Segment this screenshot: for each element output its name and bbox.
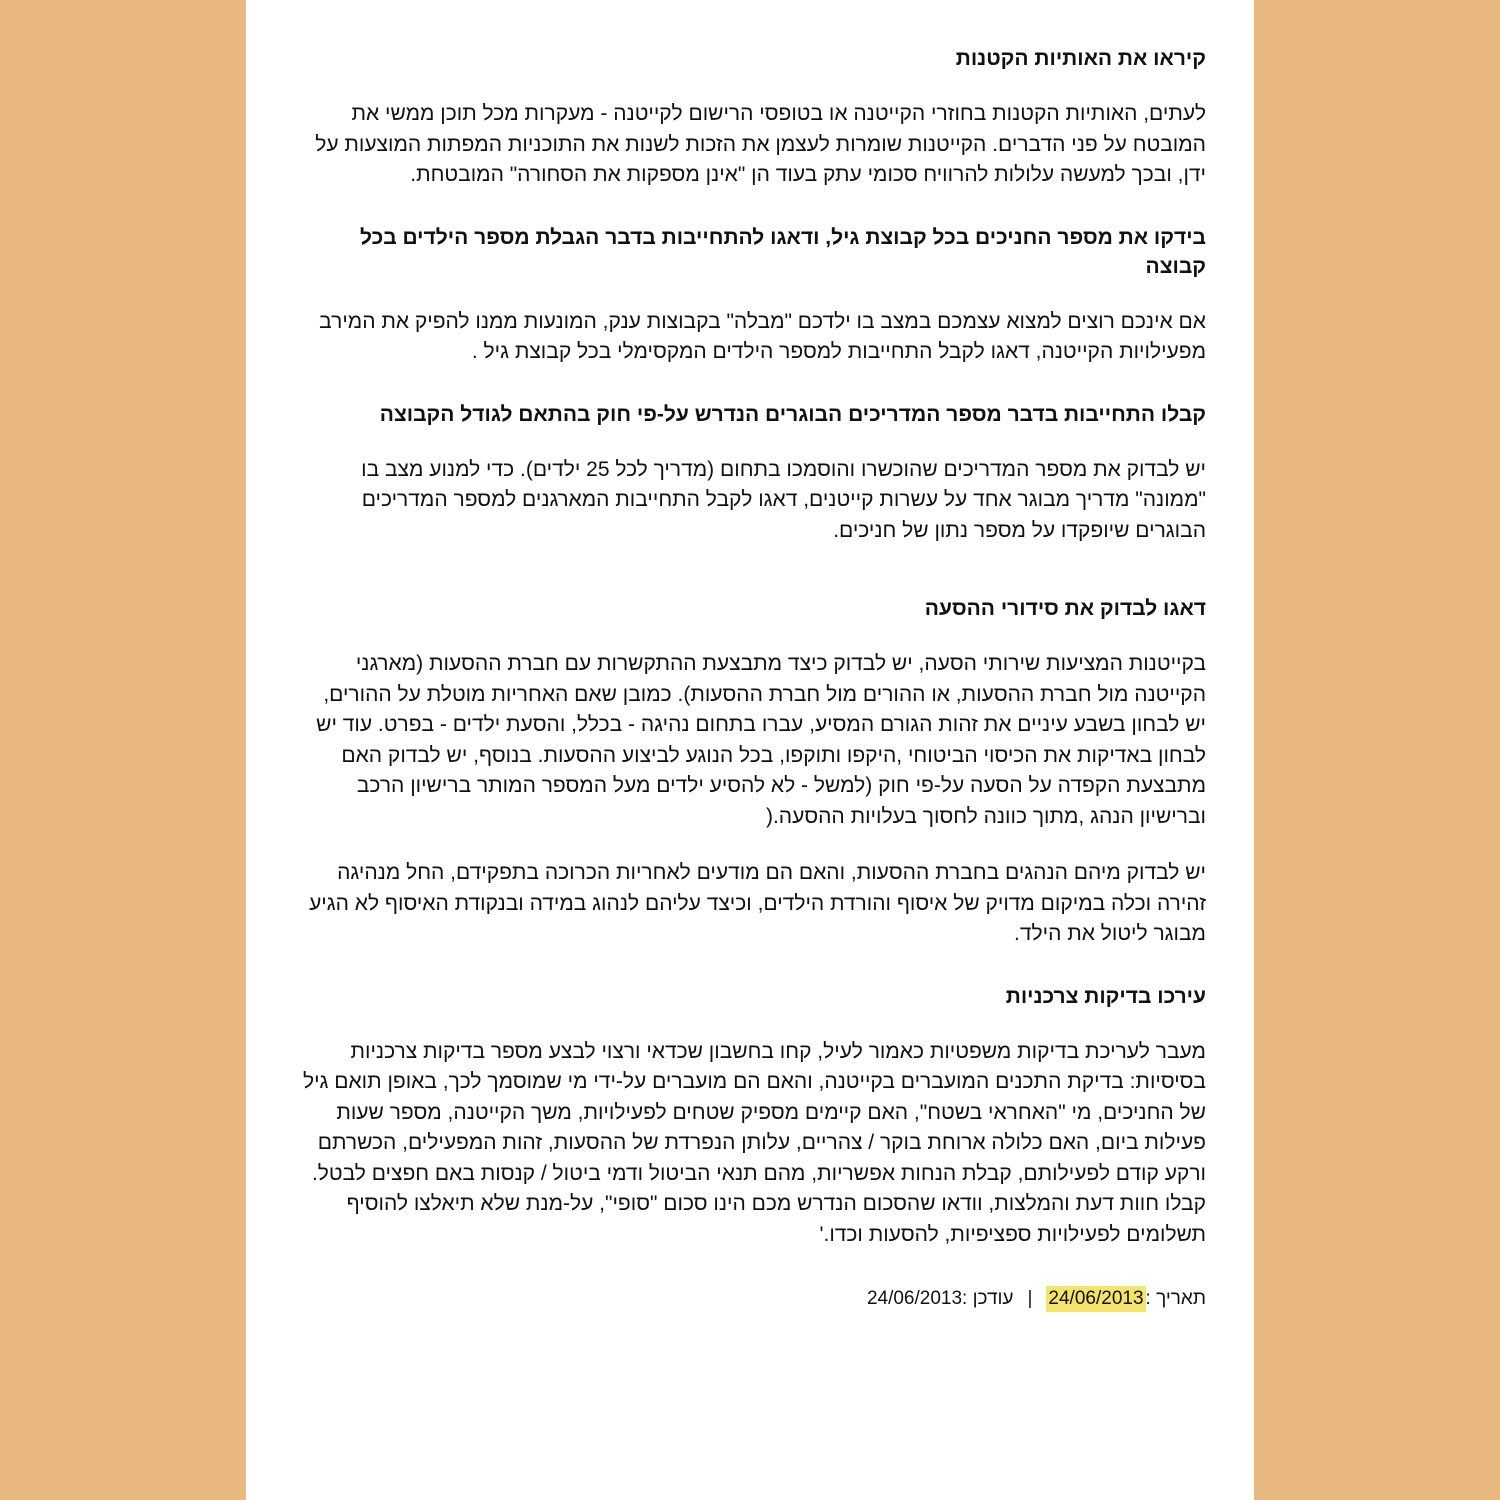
footer-separator: | <box>1027 1288 1033 1309</box>
section-paragraph: יש לבדוק את מספר המדריכים שהוכשרו והוסמכו בתחום (מדריך לכל 25 ילדים). כדי למנוע מצב בו "ממונה" מדריך מבוגר אחד על עשרות קייטנים, דאגו לקבל התחייבות המארגנים למספר המדריכים הבוגרים שיופקדו על מספר נתון של חניכים. <box>361 457 1206 542</box>
section-paragraph: לעתים, האותיות הקטנות בחוזרי הקייטנה או בטופסי הרישום לקייטנה - מעקרות מכל תוכן ממשי את המובטח על פני הדברים. הקייטנות שומרות לעצמן את הזכות לשנות את התוכניות המפתות המוצעות על ידן, ובכך למעשה עלולות להרוויח סכומי עתק בעוד הן "אינן מספקות את הסחורה" המובטחת. <box>315 102 1206 186</box>
section-heading-counselors: קבלו התחייבות בדבר מספר המדריכים הבוגרים הנדרש על-פי חוק בהתאם לגודל הקבוצה <box>379 402 1206 426</box>
section-paragraph: אם אינכם רוצים למצוא עצמכם במצב בו ילדכם "מבלה" בקבוצות ענק, המונעות ממנו להפיק את המירב מפעילויות הקייטנה, דאגו לקבל התחייבות למספר הילדים המקסימלי בכל קבוצת גיל . <box>319 309 1206 363</box>
date-value: 24/06/2013 <box>1046 1286 1145 1312</box>
date-footer <box>302 1286 1206 1312</box>
section-heading-group-size: בידקו את מספר החניכים בכל קבוצת גיל, ודאגו להתחייבות בדבר הגבלת מספר הילדים בכל קבוצה <box>360 225 1206 278</box>
updated-value: 24/06/2013 <box>866 1288 963 1309</box>
date-label: תאריך : <box>1145 1288 1206 1309</box>
section-heading-consumer-checks: עירכו בדיקות צרכניות <box>1005 984 1206 1008</box>
section-paragraph: יש לבדוק מיהם הנהגים בחברת ההסעות, והאם הם מודעים לאחריות הכרוכה בתפקידם, החל מנהיגה זהירה וכלה במיקום מדויק של איסוף והורדת הילדים, וכיצד עליהם לנהוג במידה ובנקודת האיסוף לא הגיע מבוגר ליטול את הילד. <box>309 861 1206 945</box>
document-page <box>246 0 1254 1500</box>
section-heading-transportation: דאגו לבדוק את סידורי ההסעה <box>924 597 1206 620</box>
updated-label: עודכן : <box>962 1288 1014 1309</box>
section-paragraph: בקייטנות המציעות שירותי הסעה, יש לבדוק כיצד מתבצעת ההתקשרות עם חברת ההסעות (מארגני הקייטנה מול חברת ההסעות, או ההורים מול חברת ההסעות). כמובן שאם האחריות מוטלת על ההורים, יש לבחון בשבע עיניים את זהות הגורם המסיע, עברו בתחום נהיגה - בכלל, והסעת ילדים - בפרט. עוד יש לבחון באדיקות את הכיסוי הביטוחי ,היקפו ותוקפו, בכל הנוגע לביצוע ההסעות. בנוסף, יש לבדוק האם מתבצעת הקפדה על הסעה על-פי חוק (למשל - לא להסיע ילדים מעל המספר המותר ברישיון הרכב וברישיון הנהג ,מתוך כוונה לחסוך בעלויות ההסעה.( <box>316 652 1206 828</box>
section-paragraph: מעבר לעריכת בדיקות משפטיות כאמור לעיל, קחו בחשבון שכדאי ורצוי לבצע מספר בדיקות צרכניות בסיסיות: בדיקת התכנים המועברים בקייטנה, והאם הם מועברים על-ידי מי שמוסמך לכך, באופן תואם גיל של החניכים, מי "האחראי בשטח", האם קיימים מספיק שטחים לפעילויות, משך הקייטנה, מספר שעות פעילות ביום, האם כלולה ארוחת בוקר / צהריים, עלותן הנפרדת של ההסעות, זהות המפעילים, הכשרתם ורקע קודם לפעילותם, קבלת הנחות אפשריות, מהם תנאי הביטול ודמי ביטול / קנסות באם חפצים לבטל. קבלו חוות דעת והמלצות, וודאו שהסכום הנדרש מכם הינו סכום "סופי", על-מנת שלא תיאלצו להוסיף תשלומים לפעילויות ספציפיות, להסעות וכדו.' <box>302 1039 1206 1246</box>
article-content <box>302 44 1206 1312</box>
section-heading-fine-print: קיראו את האותיות הקטנות <box>955 47 1206 70</box>
